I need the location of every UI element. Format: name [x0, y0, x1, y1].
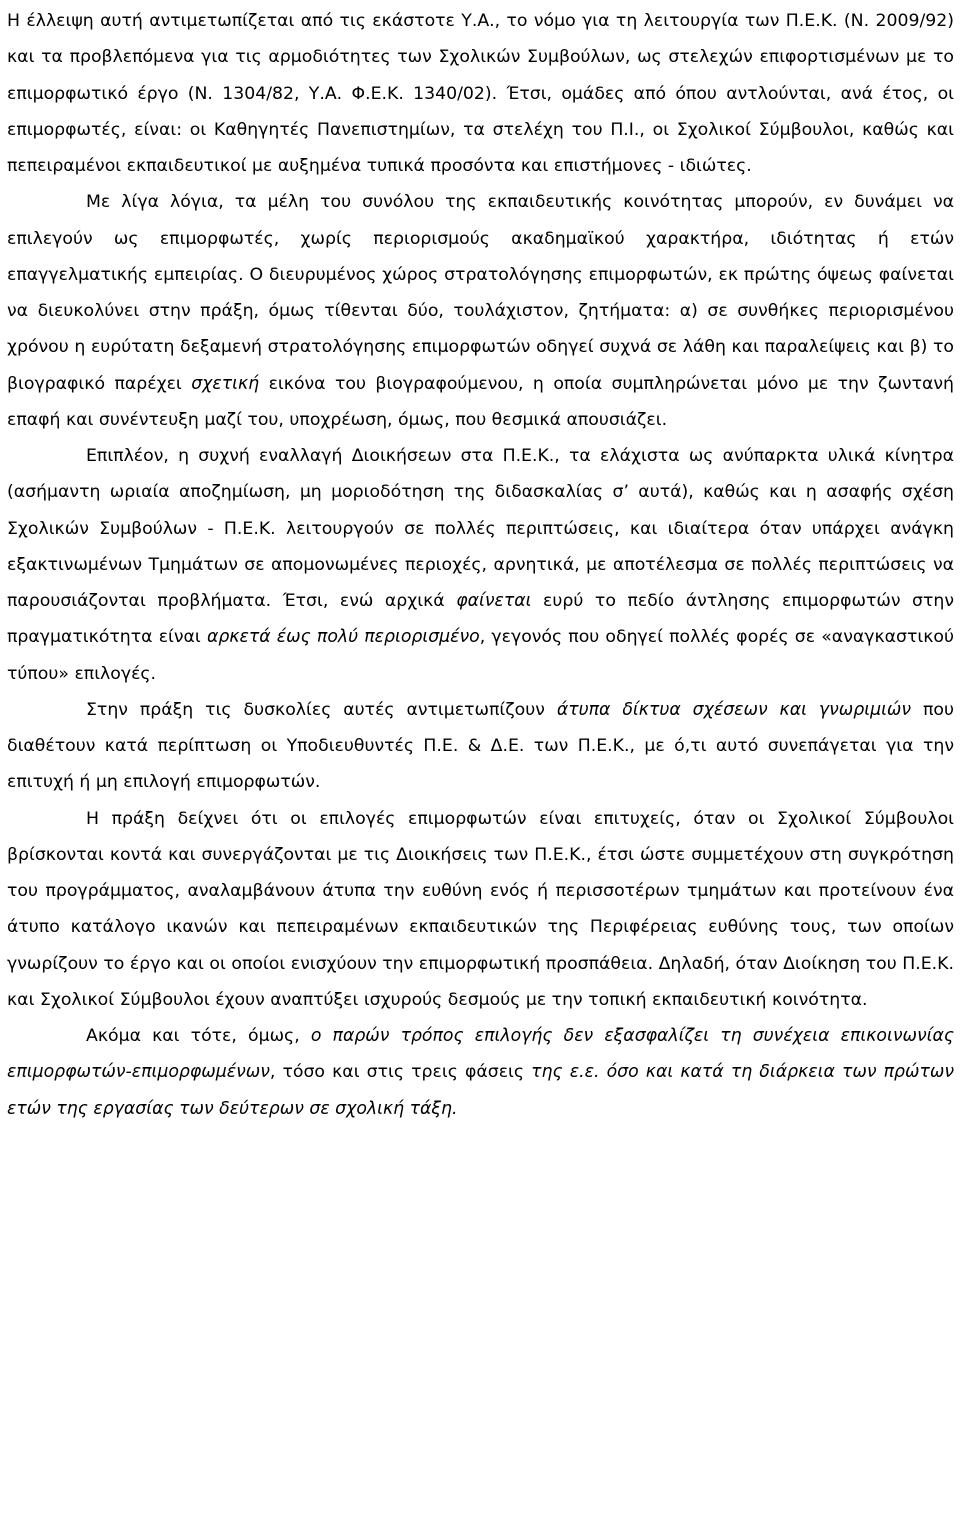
- paragraph-4: [7, 692, 954, 801]
- paragraph-3: [7, 438, 954, 692]
- paragraph-2-italic: σχετική: [191, 373, 260, 394]
- paragraph-2: [7, 184, 954, 438]
- paragraph-1-text: Η έλλειψη αυτή αντιμετωπίζεται από τις εκάστοτε Υ.Α., το νόμο για τη λειτουργία των Π.Ε.Κ. (Ν. 2009/92) και τα προβλεπόμενα για τις αρμοδιότητες των Σχολικών Συμβούλων, ως στελεχών επιφορτισμένων με το επιμορφωτικό έργο (Ν. 1304/82, Υ.Α. Φ.Ε.Κ. 1340/02). Έτσι, ομάδες από όπου αντλούνται, ανά έτος, οι επιμορφωτές, είναι: οι Καθηγητές Πανεπιστημίων, τα στελέχη του Π.Ι., οι Σχολικοί Σύμβουλοι, καθώς και πεπειραμένοι εκπαιδευτικοί με αυξημένα τυπικά προσόντα και επιστήμονες - ιδιώτες.: [7, 11, 954, 176]
- paragraph-6-italic-2: της ε.ε. όσο και κατά τη διάρκεια των πρώτων ετών της εργασίας των δεύτερων σε σχολική τάξη.: [7, 1062, 954, 1119]
- paragraph-2-text-end: εικόνα του βιογραφούμενου, η οποία συμπληρώνεται μόνο με την ζωντανή επαφή και συνέντευξη μαζί του, υποχρέωση, όμως, που θεσμικά απουσιάζει.: [7, 373, 954, 430]
- paragraph-6-text-mid: , τόσο και στις τρεις φάσεις: [269, 1062, 532, 1083]
- paragraph-2-text: Με λίγα λόγια, τα μέλη του συνόλου της εκπαιδευτικής κοινότητας μπορούν, εν δυνάμει να επιλεγούν ως επιμορφωτές, χωρίς περιορισμούς ακαδημαϊκού χαρακτήρα, ιδιότητας ή ετών επαγγελματικής εμπειρίας. Ο διευρυμένος χώρος στρατολόγησης επιμορφωτών, εκ πρώτης όψεως φαίνεται να διευκολύνει στην πράξη, όμως τίθενται δύο, τουλάχιστον, ζητήματα: α) σε συνθήκες περιορισμένου χρόνου η ευρύτατη δεξαμενή στρατολόγησης επιμορφωτών οδηγεί συχνά σε λάθη και παραλείψεις και β) το βιογραφικό παρέχει: [7, 192, 954, 394]
- paragraph-3-text: Επιπλέον, η συχνή εναλλαγή Διοικήσεων στα Π.Ε.Κ., τα ελάχιστα ως ανύπαρκτα υλικά κίνητρα (ασήμαντη ωριαία αποζημίωση, μη μοριοδότηση της διδασκαλίας σ’ αυτά), καθώς και η ασαφής σχέση Σχολικών Συμβούλων - Π.Ε.Κ. λειτουργούν σε πολλές περιπτώσεις, και ιδιαίτερα όταν υπάρχει ανάγκη εξακτινωμένων Τμημάτων σε απομονωμένες περιοχές, αρνητικά, με αποτέλεσμα σε πολλές περιπτώσεις να παρουσιάζονται προβλήματα. Έτσι, ενώ αρχικά: [7, 446, 954, 611]
- paragraph-3-text-end: , γεγονός που οδηγεί πολλές φορές σε «αναγκαστικού τύπου» επιλογές.: [7, 627, 954, 684]
- paragraph-1: [7, 3, 954, 184]
- paragraph-5: [7, 801, 954, 1019]
- paragraph-3-italic-1: φαίνεται: [456, 591, 532, 611]
- paragraph-6-italic-1: ο παρών τρόπος επιλογής δεν εξασφαλίζει τη συνέχεια επικοινωνίας επιμορφωτών-επιμορφωμένων: [7, 1026, 954, 1083]
- paragraph-3-text-mid: ευρύ το πεδίο άντλησης επιμορφωτών στην πραγματικότητα είναι: [7, 591, 955, 648]
- paragraph-4-italic: άτυπα δίκτυα σχέσεων και γνωριμιών: [556, 699, 912, 720]
- paragraph-3-italic-2: αρκετά έως πολύ περιορισμένο: [206, 627, 480, 648]
- paragraph-5-text: Η πράξη δείχνει ότι οι επιλογές επιμορφωτών είναι επιτυχείς, όταν οι Σχολικοί Σύμβουλοι βρίσκονται κοντά και συνεργάζονται με τις Διοικήσεις των Π.Ε.Κ., έτσι ώστε συμμετέχουν στη συγκρότηση του προγράμματος, αναλαμβάνουν άτυπα την ευθύνη ενός ή περισσοτέρων τμημάτων και προτείνουν ένα άτυπο κατάλογο ικανών και πεπειραμένων εκπαιδευτικών της Περιφέρειας ευθύνης τους, των οποίων γνωρίζουν το έργο και οι οποίοι ενισχύουν την επιμορφωτική προσπάθεια. Δηλαδή, όταν Διοίκηση του Π.Ε.Κ. και Σχολικοί Σύμβουλοι έχουν αναπτύξει ισχυρούς δεσμούς με την τοπική εκπαιδευτική κοινότητα.: [7, 808, 954, 1010]
- paragraph-6-text: Ακόμα και τότε, όμως,: [86, 1026, 311, 1046]
- paragraph-4-text: Στην πράξη τις δυσκολίες αυτές αντιμετωπίζουν: [86, 699, 557, 720]
- paragraph-4-text-end: που διαθέτουν κατά περίπτωση οι Υποδιευθυντές Π.Ε. & Δ.Ε. των Π.Ε.Κ., με ό,τι αυτό συνεπάγεται για την επιτυχή ή μη επιλογή επιμορφωτών.: [7, 699, 954, 793]
- paragraph-6: [7, 1018, 954, 1127]
